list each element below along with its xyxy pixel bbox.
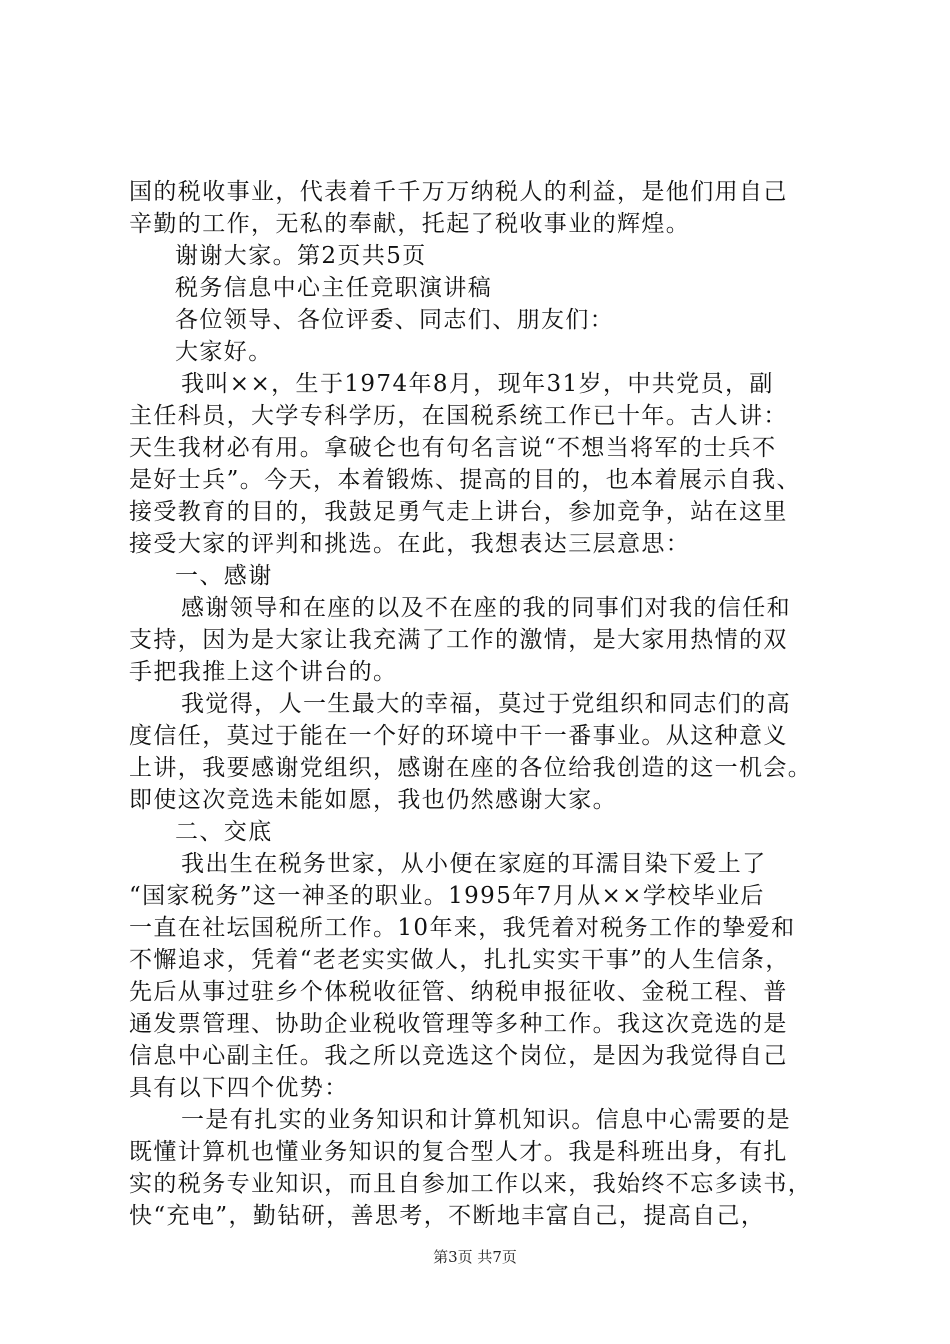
text-line: 天生我材必有用。拿破仑也有句名言说“不想当将军的士兵不: [129, 435, 777, 461]
text-line: 是好士兵”。今天，本着锻炼、提高的目的，也本着展示自我、: [129, 467, 801, 493]
text-line: 既懂计算机也懂业务知识的复合型人才。我是科班出身，有扎: [129, 1139, 788, 1165]
section-heading: 二、交底: [175, 819, 273, 845]
text-line: 接受教育的目的，我鼓足勇气走上讲台，参加竞争，站在这里: [129, 499, 788, 525]
text-line: 即使这次竞选未能如愿，我也仍然感谢大家。: [129, 787, 617, 813]
text-line: 支持，因为是大家让我充满了工作的激情，是大家用热情的双: [129, 627, 788, 653]
text-line: 一是有扎实的业务知识和计算机知识。信息中心需要的是: [181, 1107, 791, 1133]
document-title: 税务信息中心主任竞职演讲稿: [175, 275, 493, 301]
text-line: 具有以下四个优势：: [129, 1075, 349, 1101]
text-line: 感谢领导和在座的以及不在座的我的同事们对我的信任和: [181, 595, 791, 621]
text-line: 实的税务专业知识，而且自参加工作以来，我始终不忘多读书，: [129, 1171, 813, 1197]
text-line: 辛勤的工作，无私的奉献，托起了税收事业的辉煌。: [129, 211, 691, 237]
text-line: 度信任，莫过于能在一个好的环境中干一番事业。从这种意义: [129, 723, 788, 749]
text-line: 主任科员，大学专科学历，在国税系统工作已十年。古人讲：: [129, 403, 788, 429]
text-line: 信息中心副主任。我之所以竞选这个岗位，是因为我觉得自己: [129, 1043, 788, 1069]
text-line: 上讲，我要感谢党组织，感谢在座的各位给我创造的这一机会。: [129, 755, 813, 781]
text-line: 我出生在税务世家，从小便在家庭的耳濡目染下爱上了: [181, 851, 767, 877]
document-body: [129, 176, 834, 1232]
text-line: 谢谢大家。第2页共5页: [175, 243, 427, 269]
section-heading: 一、感谢: [175, 563, 273, 589]
text-line: 接受大家的评判和挑选。在此，我想表达三层意思：: [129, 531, 691, 557]
page-footer: 第3页 共7页: [433, 1248, 517, 1266]
text-line: 一直在社坛国税所工作。10年来，我凭着对税务工作的挚爱和: [129, 915, 796, 941]
text-line: 国的税收事业，代表着千千万万纳税人的利益，是他们用自己: [129, 179, 788, 205]
text-line: 手把我推上这个讲台的。: [129, 659, 398, 685]
text-line: “国家税务”这一神圣的职业。1995年7月从××学校毕业后: [129, 883, 765, 909]
text-line: 通发票管理、协助企业税收管理等多种工作。我这次竞选的是: [129, 1011, 788, 1037]
salutation: 各位领导、各位评委、同志们、朋友们：: [175, 307, 615, 333]
text-line: 先后从事过驻乡个体税收征管、纳税申报征收、金税工程、普: [129, 979, 788, 1005]
text-line: 我觉得，人一生最大的幸福，莫过于党组织和同志们的高: [181, 691, 791, 717]
greeting: 大家好。: [175, 339, 273, 365]
text-line: 快“充电”，勤钻研，善思考，不断地丰富自己，提高自己，: [129, 1203, 766, 1229]
text-line: 不懈追求，凭着“老老实实做人，扎扎实实干事”的人生信条，: [129, 947, 790, 973]
text-line: 我叫××，生于1974年8月，现年31岁，中共党员，副: [181, 371, 774, 397]
